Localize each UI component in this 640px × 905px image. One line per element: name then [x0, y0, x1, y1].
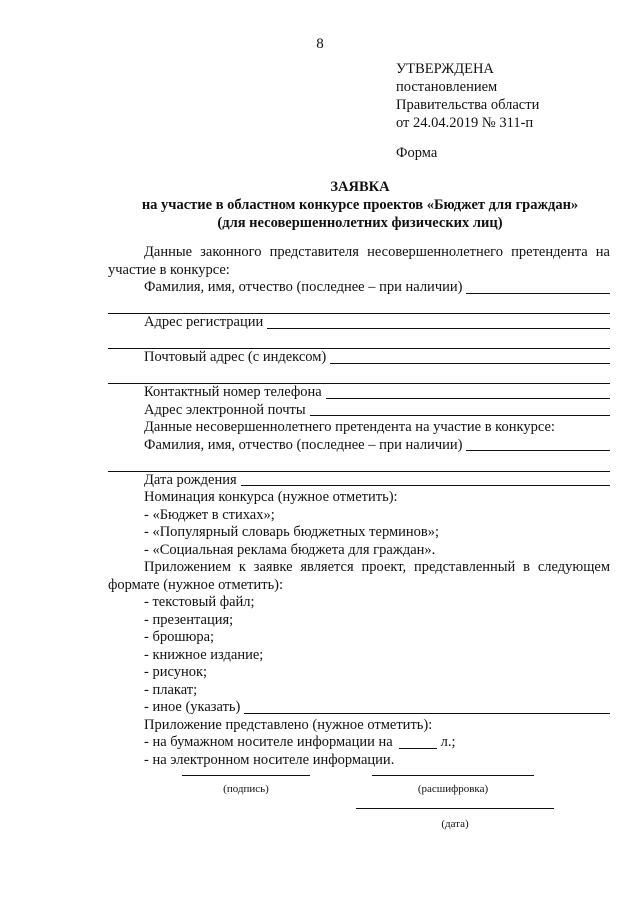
nomination-option-1[interactable]: - «Бюджет в стихах»;	[144, 506, 275, 523]
sheet-count-field[interactable]	[399, 748, 437, 749]
format-option-6[interactable]: - плакат;	[144, 681, 198, 698]
title-line-1: ЗАЯВКА	[330, 179, 390, 195]
nomination-option-3[interactable]: - «Социальная реклама бюджета для граждан».	[144, 541, 436, 558]
signature-caption: (подпись)	[223, 783, 269, 795]
title-line-3: (для несовершеннолетних физических лиц)	[217, 215, 503, 231]
representative-intro: Данные законного представителя несовершеннолетнего претендента на участие в конкурсе:	[108, 244, 610, 278]
rep-fio-field-cont[interactable]	[108, 297, 610, 315]
nomination-option-2[interactable]: - «Популярный словарь бюджетных терминов»;	[144, 524, 440, 540]
document-title	[100, 178, 620, 232]
format-option-1[interactable]: - текстовый файл;	[144, 594, 255, 610]
birth-date-row	[108, 472, 610, 490]
nomination-intro: Номинация конкурса (нужное отметить):	[144, 489, 398, 505]
rep-postal-field[interactable]	[330, 363, 610, 364]
title-line-2: на участие в областном конкурсе проектов «Бюджет для граждан»	[141, 197, 579, 213]
rep-postal-field-cont[interactable]	[108, 367, 610, 385]
date-caption: (дата)	[441, 818, 469, 830]
minor-fio-row	[108, 437, 610, 455]
rep-postal-row	[108, 349, 610, 367]
rep-fio-row	[108, 279, 610, 297]
name-decoding-caption: (расшифровка)	[417, 783, 489, 795]
name-decoding-field[interactable]	[372, 775, 534, 776]
format-option-3[interactable]: - брошюра;	[144, 629, 215, 645]
date-field[interactable]	[356, 808, 554, 809]
minor-intro: Данные несовершеннолетнего претендента на участие в конкурсе:	[144, 419, 555, 435]
rep-fio-label: Фамилия, имя, отчество (последнее – при наличии)	[144, 279, 463, 295]
format-option-4[interactable]: - книжное издание;	[144, 646, 264, 663]
submitted-intro: Приложение представлено (нужное отметить):	[144, 716, 433, 733]
attachment-intro: Приложением к заявке является проект, представленный в следующем формате (нужное отметить):	[108, 559, 610, 593]
signature-field[interactable]	[182, 775, 310, 776]
rep-email-row	[108, 402, 610, 420]
approval-stamp	[396, 60, 539, 132]
paper-option-label[interactable]: - на бумажном носителе информации на	[144, 734, 393, 750]
format-option-2[interactable]: - презентация;	[144, 611, 234, 628]
rep-address-row	[108, 314, 610, 332]
rep-email-field[interactable]	[310, 415, 610, 416]
rep-fio-field[interactable]	[466, 293, 610, 294]
form-body	[108, 244, 610, 769]
format-other-field[interactable]	[244, 713, 610, 714]
format-option-7-row	[108, 699, 610, 717]
form-label: Форма	[396, 145, 438, 161]
rep-address-label: Адрес регистрации	[144, 314, 264, 330]
minor-fio-label: Фамилия, имя, отчество (последнее – при наличии)	[144, 436, 463, 453]
approved-line-3: Правительства области	[396, 97, 540, 113]
minor-fio-field-cont[interactable]	[108, 454, 610, 472]
birth-date-label: Дата рождения	[144, 471, 237, 488]
rep-email-label: Адрес электронной почты	[144, 401, 306, 418]
electronic-option[interactable]: - на электронном носителе информации.	[144, 751, 395, 768]
approved-line-4: от 24.04.2019 № 311-п	[396, 115, 534, 131]
page-number: 8	[316, 36, 324, 52]
rep-postal-label: Почтовый адрес (с индексом)	[144, 349, 327, 365]
rep-address-field[interactable]	[267, 328, 610, 329]
paper-option-suffix: л.;	[440, 734, 456, 750]
rep-address-field-cont[interactable]	[108, 332, 610, 350]
paper-option-row	[108, 734, 610, 752]
rep-phone-field[interactable]	[326, 398, 610, 399]
approved-line-2: постановлением	[396, 79, 498, 95]
rep-phone-label: Контактный номер телефона	[144, 384, 322, 400]
approved-line-1: УТВЕРЖДЕНА	[396, 61, 494, 77]
rep-phone-row	[108, 384, 610, 402]
minor-fio-field[interactable]	[466, 450, 610, 451]
format-option-7[interactable]: - иное (указать)	[144, 699, 241, 715]
birth-date-field[interactable]	[241, 485, 610, 486]
format-option-5[interactable]: - рисунок;	[144, 664, 208, 680]
